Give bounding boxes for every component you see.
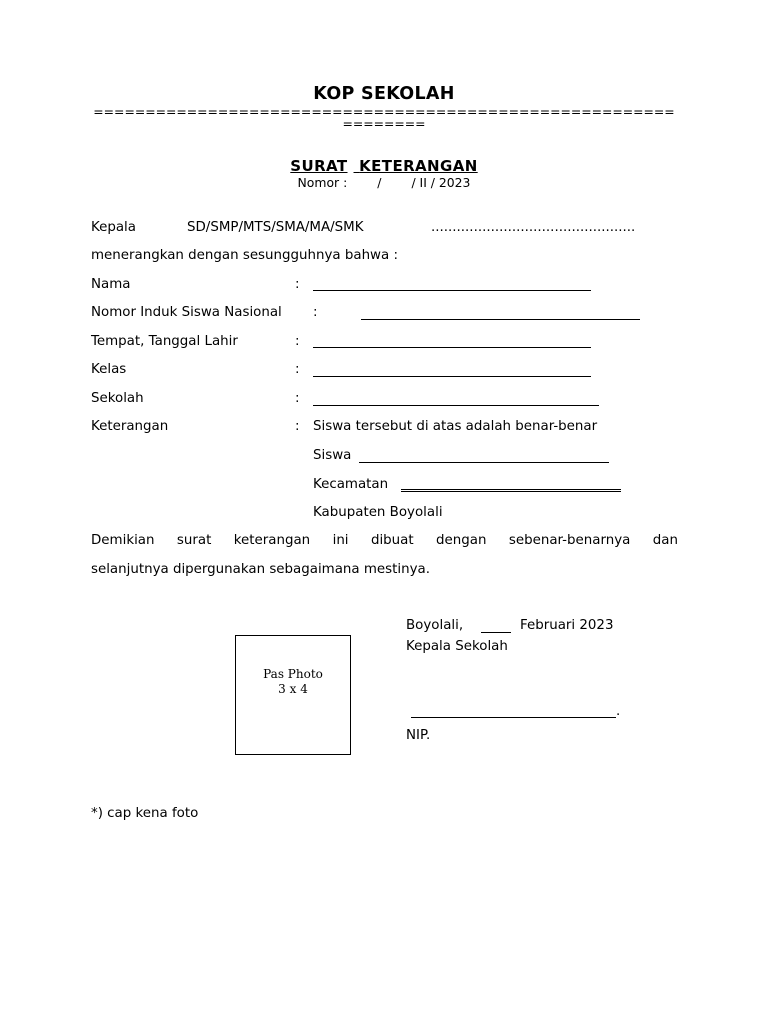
closing-line-2: selanjutnya dipergunakan sebagaimana mestinya.: [91, 562, 430, 577]
statement-text: menerangkan dengan sesungguhnya bahwa :: [91, 248, 398, 263]
field-blank-ttl: [313, 347, 591, 348]
photo-label: Pas Photo: [263, 667, 323, 681]
document-title: [0, 157, 768, 175]
title-word-1: SURAT: [290, 157, 348, 175]
field-colon: :: [313, 305, 318, 320]
field-colon: :: [295, 419, 300, 434]
nomor-label: Nomor :: [297, 175, 348, 190]
closing-word: keterangan: [233, 533, 311, 548]
closing-word: dengan: [436, 533, 487, 548]
school-type-options: SD/SMP/MTS/SMA/MA/SMK: [187, 220, 364, 235]
signature-name-blank: [411, 717, 616, 718]
closing-word: dan: [652, 533, 678, 548]
field-blank-nama: [313, 290, 591, 291]
keterangan-kabupaten: Kabupaten Boyolali: [313, 505, 443, 520]
footnote: *) cap kena foto: [91, 806, 199, 821]
signature-date-blank: [481, 632, 511, 633]
nomor-tail: / II / 2023: [411, 175, 471, 190]
kepala-label: Kepala: [91, 220, 136, 235]
letterhead-separator-continued: ========: [342, 116, 426, 131]
keterangan-siswa-label: Siswa: [313, 448, 352, 463]
photo-placeholder: [235, 635, 351, 755]
field-blank-kecamatan-underline: [401, 491, 621, 492]
signature-nip: NIP.: [406, 728, 431, 743]
field-blank-sekolah: [313, 405, 599, 406]
signature-month-year: Februari 2023: [520, 618, 614, 633]
field-colon: :: [295, 391, 300, 406]
closing-word: dibuat: [370, 533, 414, 548]
signature-dot: .: [616, 704, 621, 719]
closing-line-1: [91, 533, 678, 548]
closing-word: sebenar-benarnya: [508, 533, 631, 548]
field-colon: :: [295, 362, 300, 377]
keterangan-line-1: Siswa tersebut di atas adalah benar-benar: [313, 419, 598, 434]
photo-size: 3 x 4: [278, 682, 308, 696]
keterangan-kecamatan-label: Kecamatan: [313, 477, 389, 492]
closing-word: Demikian: [91, 533, 155, 548]
field-colon: :: [295, 334, 300, 349]
field-blank-siswa: [359, 462, 609, 463]
field-blank-kecamatan: [401, 489, 621, 490]
field-blank-nisn: [361, 319, 640, 320]
closing-word: surat: [176, 533, 212, 548]
signature-position: Kepala Sekolah: [406, 639, 508, 654]
field-label-nama: Nama: [91, 277, 131, 292]
field-label-keterangan: Keterangan: [91, 419, 169, 434]
field-label-kelas: Kelas: [91, 362, 127, 377]
letterhead-title: KOP SEKOLAH: [313, 84, 455, 104]
field-label-sekolah: Sekolah: [91, 391, 144, 406]
field-blank-kelas: [313, 376, 591, 377]
closing-word: ini: [332, 533, 349, 548]
signature-place: Boyolali,: [406, 618, 464, 633]
title-word-2: KETERANGAN: [359, 157, 478, 175]
field-label-ttl: Tempat, Tanggal Lahir: [91, 334, 238, 349]
nomor-separator: /: [377, 175, 382, 190]
field-colon: :: [295, 277, 300, 292]
field-label-nisn: Nomor Induk Siswa Nasional: [91, 305, 282, 320]
letterhead-separator: ========================================================: [93, 104, 675, 119]
document-number: [0, 175, 768, 190]
school-name-blank: ................................................: [431, 220, 636, 235]
